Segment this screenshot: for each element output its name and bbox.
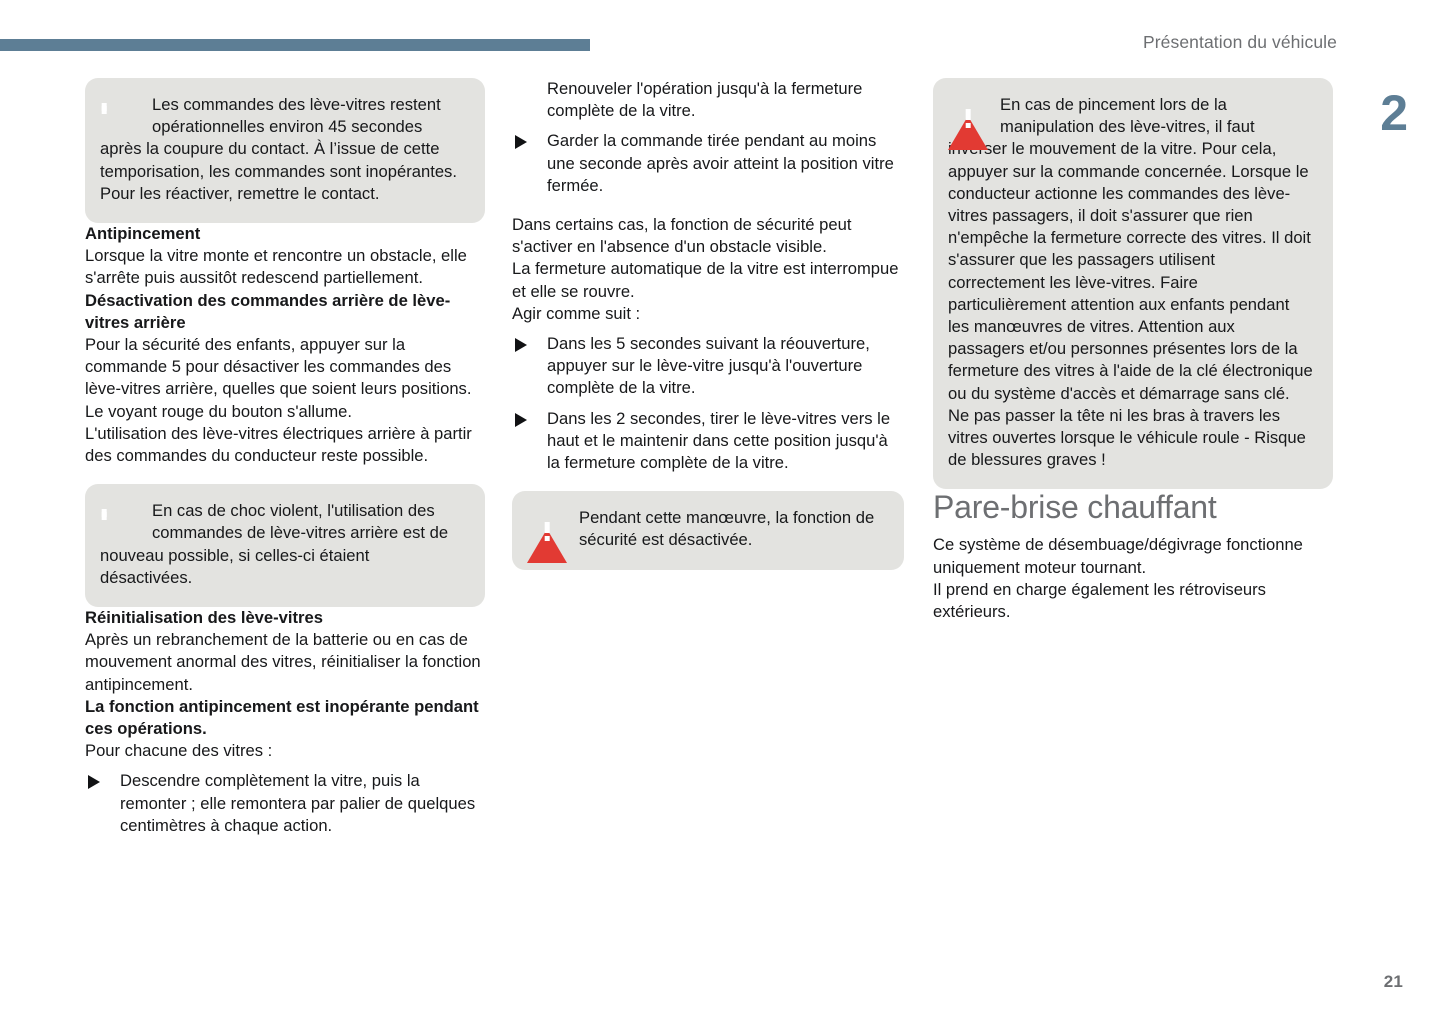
- paragraph-rebranchement-batterie: Après un rebranchement de la batterie ou en cas de mouvement anormal des vitres, réinitialiser la fonction antipincement.: [85, 630, 481, 694]
- paragraph-utilisation-conducteur: L'utilisation des lève-vitres électriques arrière à partir des commandes du conducteur reste possible.: [85, 423, 472, 466]
- list-item: [512, 408, 904, 475]
- triangle-bullet-icon: [515, 338, 527, 352]
- info-callout-text: En cas de choc violent, l'utilisation des commandes de lève-vitres arrière est de nouveau possible, si celles-ci étaient désactivées.: [100, 501, 449, 587]
- paragraph-voyant-rouge: Le voyant rouge du bouton s'allume.: [85, 401, 353, 421]
- page-number: 21: [1383, 972, 1403, 991]
- paragraph-agir-comme-suit: Agir comme suit :: [512, 303, 641, 323]
- section-title-pare-brise-chauffant: Pare-brise chauffant: [933, 489, 1217, 526]
- info-circle-icon: [100, 502, 142, 542]
- info-callout-choc-violent: [85, 484, 485, 607]
- paragraph-securite-enfants: Pour la sécurité des enfants, appuyer sur la commande 5 pour désactiver les commandes des lève-vitres arrière, quelles que soient leurs positions.: [85, 335, 472, 399]
- list-item-continuation: [512, 78, 904, 122]
- list-item: [512, 130, 904, 197]
- triangle-bullet-icon: [515, 413, 527, 427]
- warning-callout-manoeuvre: [512, 491, 904, 569]
- paragraph-pour-chaque-vitre: Pour chacune des vitres :: [85, 741, 273, 761]
- list-item-text: Dans les 2 secondes, tirer le lève-vitres vers le haut et le maintenir dans cette position jusqu'à la fermeture complète de la vitre.: [547, 408, 891, 473]
- left-column: [85, 78, 485, 837]
- paragraph-fonction-securite: Dans certains cas, la fonction de sécurité peut s'activer en l'absence d'un obstacle visible.: [512, 215, 852, 257]
- list-item-text: Dans les 5 secondes suivant la réouverture, appuyer sur le lève-vitre jusqu'à l'ouverture complète de la vitre.: [547, 334, 870, 398]
- warning-callout-text: Pendant cette manœuvre, la fonction de sécurité est désactivée.: [527, 507, 884, 551]
- page-header-title: Présentation du véhicule: [1142, 32, 1337, 52]
- middle-column: [512, 78, 904, 570]
- info-callout-text: Les commandes des lève-vitres restent opérationnelles environ 45 secondes après la coupure du contact. À l’issue de cette temporisation, les commandes sont inopérantes. Pour les réactiver, remettre le contact.: [100, 95, 457, 203]
- heading-desactivation-commandes: Désactivation des commandes arrière de lève-vitres arrière: [85, 290, 451, 332]
- warning-callout-pincement: [933, 78, 1333, 489]
- list-item-text: Descendre complètement la vitre, puis la remonter ; elle remontera par palier de quelques centimètres à chaque action.: [120, 771, 476, 835]
- chapter-number: 2: [1380, 85, 1407, 141]
- paragraph-antipincement: Lorsque la vitre monte et rencontre un obstacle, elle s'arrête puis aussitôt redescend partiellement.: [85, 246, 467, 288]
- paragraph-retroviseurs: Il prend en charge également les rétroviseurs extérieurs.: [933, 579, 1266, 622]
- info-callout-window-controls: [85, 78, 485, 223]
- paragraph-fermeture-interrompue: La fermeture automatique de la vitre est interrompue et elle se rouvre.: [512, 259, 899, 301]
- list-item-text: Garder la commande tirée pendant au moins une seconde après avoir atteint la position vitre fermée.: [547, 131, 894, 195]
- list-item: [85, 770, 485, 837]
- warning-triangle-icon: [527, 509, 569, 549]
- heading-fonction-inoperante: La fonction antipincement est inopérante pendant ces opérations.: [85, 696, 479, 739]
- header-accent-bar: [0, 39, 590, 51]
- warning-callout-text: En cas de pincement lors de la manipulation des lève-vitres, il faut inverser le mouvement de la vitre. Pour cela, appuyer sur la commande concernée. Lorsque le conducteur actionne les commandes des lève-vitres passagers, il doit s'assurer que rien n'empêche la fermeture correcte des vitres. Il doit s'assurer que les passagers utilisent correctement les lève-vitres. Faire particulièrement attention aux enfants pendant les manœuvres de vitres. Attention aux passagers et/ou personnes présentes lors de la fermeture des vitres à l'aide de la clé électronique ou du système d'accès et démarrage sans clé. Ne pas passer la tête ni les bras à travers les vitres ouvertes lorsque le véhicule roule - Risque de blessures graves !: [948, 95, 1313, 470]
- triangle-bullet-icon: [515, 135, 527, 149]
- list-item-text: Renouveler l'opération jusqu'à la fermeture complète de la vitre.: [547, 79, 863, 121]
- triangle-bullet-icon: [88, 775, 100, 789]
- right-column: [933, 78, 1333, 623]
- heading-antipincement: Antipincement: [85, 224, 201, 244]
- paragraph-desembuage: Ce système de désembuage/dégivrage fonctionne uniquement moteur tournant.: [933, 535, 1303, 577]
- heading-reinitialisation: Réinitialisation des lève-vitres: [85, 608, 323, 628]
- list-item: [512, 333, 904, 400]
- warning-triangle-icon: [948, 96, 990, 136]
- info-circle-icon: [100, 96, 142, 136]
